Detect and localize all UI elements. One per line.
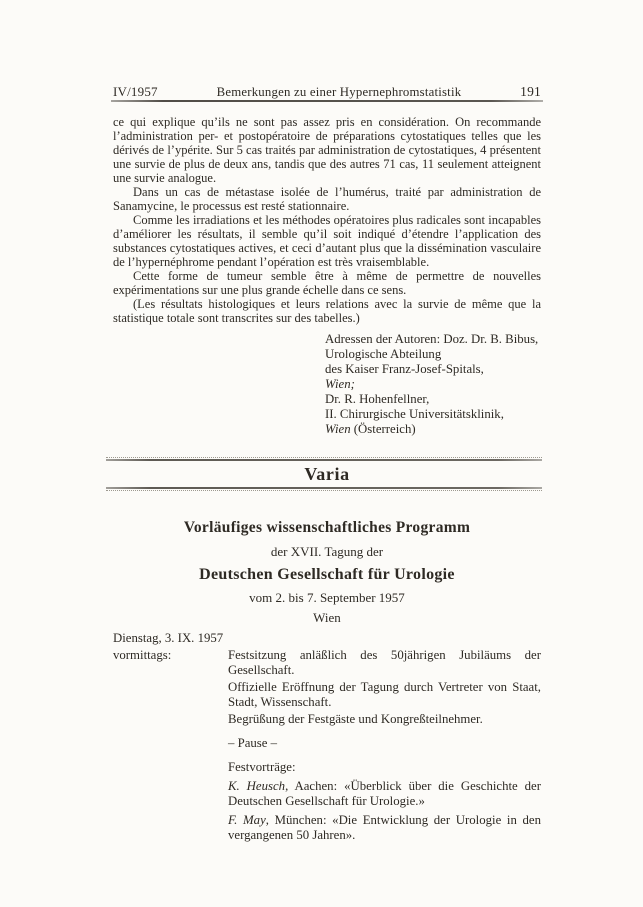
author-line: Adressen der Autoren: Doz. Dr. B. Bibus, <box>325 332 539 346</box>
varia-heading: Varia <box>304 464 350 484</box>
author-country: (Österreich) <box>350 422 416 436</box>
author-city: Wien <box>325 422 351 436</box>
authors-block <box>325 332 541 437</box>
author-line: des Kaiser Franz-Josef-Spitals, <box>325 362 484 376</box>
journal-header <box>113 84 541 100</box>
page-number: 191 <box>520 84 541 99</box>
schedule-item: Begrüßung der Festgäste und Kongreßteilnehmer. <box>228 712 483 726</box>
author-line: Dr. R. Hohenfellner, <box>325 392 430 406</box>
varia-divider-top <box>106 457 542 461</box>
program-city: Wien <box>313 610 341 625</box>
schedule-item: Festsitzung anläßlich des 50jährigen Jubiläums der Gesellschaft. <box>228 648 541 677</box>
schedule-item: Offizielle Eröffnung der Tagung durch Vertreter von Staat, Stadt, Wissenschaft. <box>228 680 541 709</box>
speaker-name: K. Heusch <box>228 779 286 793</box>
running-title: Bemerkungen zu einer Hypernephromstatistik <box>216 85 462 99</box>
author-line <box>325 422 541 437</box>
talks-label: Festvorträge: <box>228 760 296 774</box>
program-dates: vom 2. bis 7. September 1957 <box>249 590 405 605</box>
author-line: Wien; <box>325 377 355 391</box>
author-line: Urologische Abteilung <box>325 347 442 361</box>
talk-title: , Aachen: «Überblick über die Geschichte der Deutschen Gesellschaft für Urologie.» <box>228 779 541 808</box>
program-title-block <box>113 519 541 626</box>
divider-solid-line <box>106 487 542 489</box>
schedule-items-column <box>228 648 541 843</box>
program-title: Vorläufiges wissenschaftliches Programm <box>183 519 471 536</box>
pause-label: – Pause – <box>228 736 278 750</box>
article-body <box>113 115 541 437</box>
speaker-name: F. May <box>228 813 266 827</box>
paragraph: Comme les irradiations et les méthodes opératoires plus radicales sont incapables d’améliorer les résultats, il semble qu’il soit indiqué d’étendre l’application des substances cytostatiques actives, et ceci d’autant plus que la dissémination vasculaire de l’hypernéphrome pendant l’opération est très vraisemblable. <box>113 213 541 269</box>
schedule-day: Dienstag, 3. IX. 1957 <box>113 631 224 645</box>
issue-label: IV/1957 <box>113 84 158 99</box>
talk-entry <box>228 813 541 843</box>
varia-divider-bottom <box>106 487 542 491</box>
talk-entry <box>228 779 541 809</box>
program-subtitle: der XVII. Tagung der <box>270 544 384 559</box>
author-line: II. Chirurgische Universitätsklinik, <box>325 407 504 421</box>
header-rule <box>111 100 543 102</box>
divider-dotted-line <box>106 490 542 491</box>
talk-title: , München: «Die Entwicklung der Urologie in den vergangenen 50 Jahren». <box>228 813 541 842</box>
paragraph: Dans un cas de métastase isolée de l’humérus, traité par administration de Sanamycine, le processus est resté stationnaire. <box>113 185 541 213</box>
schedule <box>113 631 541 843</box>
society-name: Deutschen Gesellschaft für Urologie <box>199 566 455 583</box>
paragraph: (Les résultats histologiques et leurs relations avec la survie de même que la statistique totale sont transcrites sur des tabelles.) <box>113 297 541 325</box>
paragraph: Cette forme de tumeur semble être à même de permettre de nouvelles expérimentations sur une plus grande échelle dans ce sens. <box>113 269 541 297</box>
divider-solid-line <box>106 459 542 461</box>
schedule-time-label: vormittags: <box>113 648 172 662</box>
divider-dotted-line <box>106 457 542 458</box>
paragraph: ce qui explique qu’ils ne sont pas assez pris en considération. On recommande l’administration per- et postopératoire de préparations cytostatiques telles que les dérivés de l’ypérite. Sur 5 cas traités par administration de cytostatiques, 4 présentent une survie de plus de deux ans, tandis que des autres 71 cas, 11 seulement atteignent une survie analogue. <box>113 115 541 185</box>
